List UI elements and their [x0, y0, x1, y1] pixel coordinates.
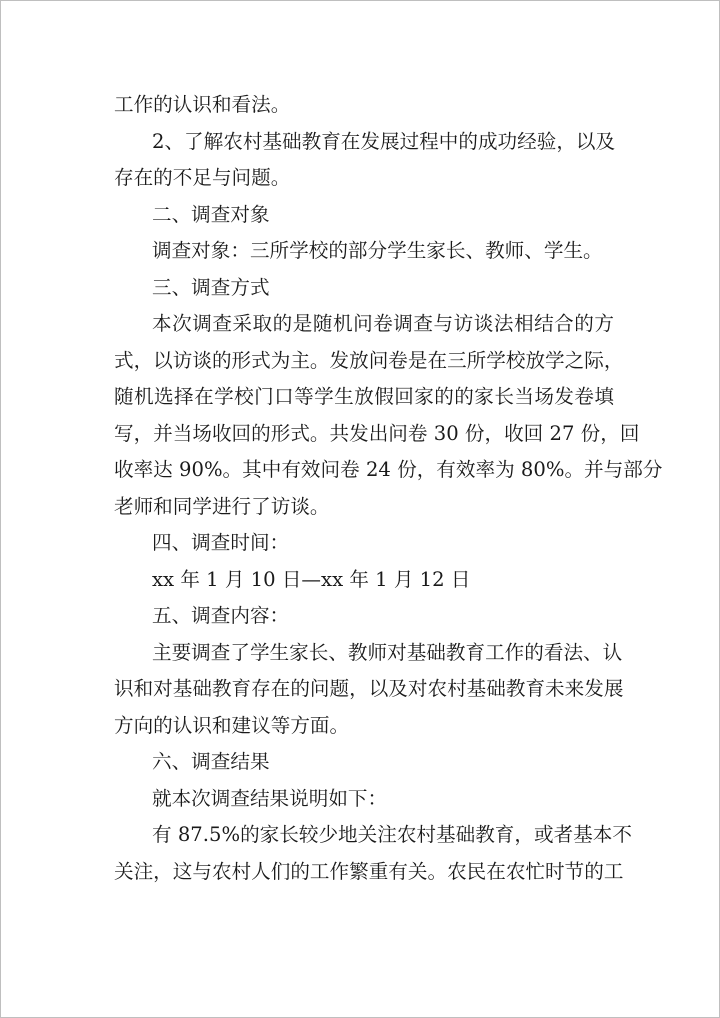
text-line: 二、调查对象: [152, 202, 270, 226]
text-line: 方向的认识和建议等方面。: [114, 713, 350, 737]
text-line: 三、调查方式: [152, 275, 270, 299]
text-line: 六、调查结果: [152, 750, 270, 773]
text-line: 2、了解农村基础教育在发展过程中的成功经验，以及: [152, 129, 616, 153]
text-line: 有 87.5%的家长较少地关注农村基础教育，或者基本不: [152, 823, 632, 846]
text-line: xx 年 1 月 10 日—xx 年 1 月 12 日: [152, 567, 471, 591]
text-line: 老师和同学进行了访谈。: [114, 494, 330, 518]
text-line: 就本次调查结果说明如下：: [152, 786, 388, 810]
text-line: 关注，这与农村人们的工作繁重有关。农民在农忙时节的工: [114, 859, 624, 883]
text-line: 工作的认识和看法。: [114, 93, 291, 116]
text-line: 五、调查内容：: [152, 604, 290, 627]
text-line: 收率达 90%。其中有效问卷 24 份，有效率为 80%。并与部分: [114, 458, 663, 481]
text-line: 主要调查了学生家长、教师对基础教育工作的看法、认: [152, 640, 623, 664]
text-line: 识和对基础教育存在的问题，以及对农村基础教育未来发展: [114, 677, 624, 700]
text-line: 写，并当场收回的形式。共发出问卷 30 份，收回 27 份，回: [114, 421, 640, 445]
text-line: 存在的不足与问题。: [114, 166, 291, 189]
body-text: [114, 87, 663, 890]
text-line: 式，以访谈的形式为主。发放问卷是在三所学校放学之际，: [114, 348, 624, 372]
text-line: 调查对象：三所学校的部分学生家长、教师、学生。: [152, 239, 603, 262]
text-line: 随机选择在学校门口等学生放假回家的的家长当场发卷填: [114, 385, 614, 408]
text-line: 四、调查时间：: [152, 531, 290, 554]
text-line: 本次调查采取的是随机问卷调查与访谈法相结合的方: [152, 312, 614, 335]
